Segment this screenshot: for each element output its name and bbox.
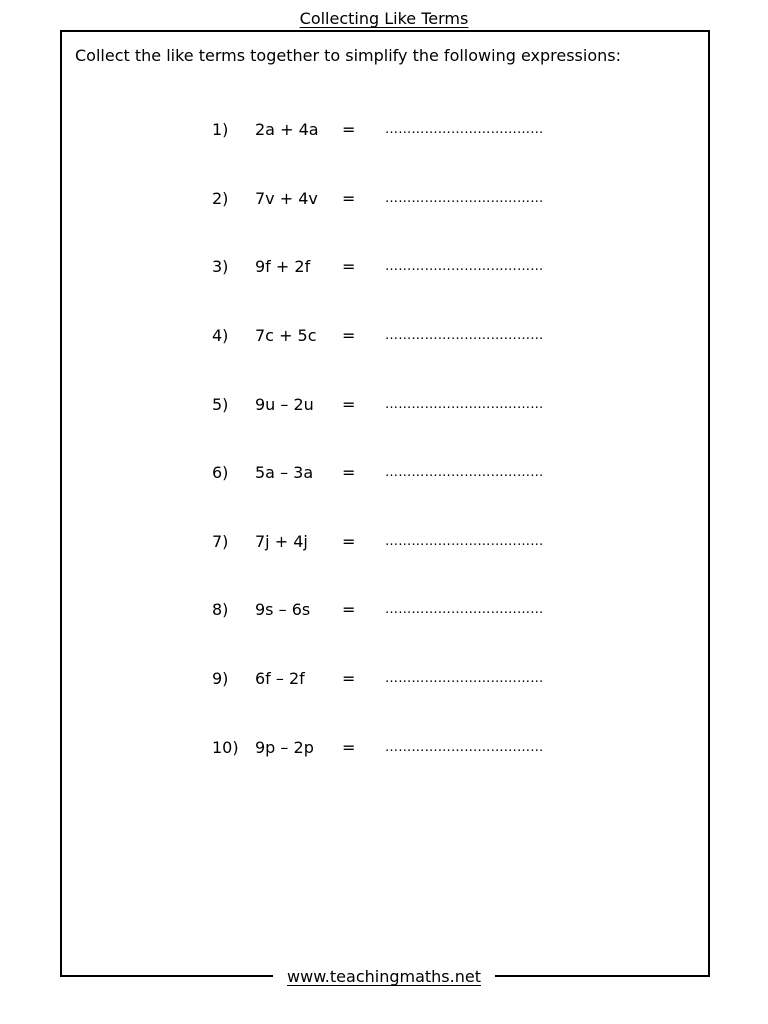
question-number: 4) <box>212 326 229 345</box>
question-row <box>0 394 768 416</box>
equals-sign: = <box>342 532 356 551</box>
question-number: 3) <box>212 257 229 276</box>
question-row <box>0 531 768 553</box>
equals-sign: = <box>342 669 356 688</box>
answer-line[interactable]: ……………………………… <box>385 122 544 137</box>
question-row <box>0 737 768 759</box>
question-expression: 9p – 2p <box>255 738 314 757</box>
answer-line[interactable]: ……………………………… <box>385 602 544 617</box>
question-expression: 6f – 2f <box>255 669 305 688</box>
answer-line[interactable]: ……………………………… <box>385 740 544 755</box>
question-expression: 9s – 6s <box>255 600 311 619</box>
question-row <box>0 325 768 347</box>
question-row <box>0 668 768 690</box>
equals-sign: = <box>342 395 356 414</box>
equals-sign: = <box>342 600 356 619</box>
question-row <box>0 462 768 484</box>
question-number: 7) <box>212 532 229 551</box>
question-row <box>0 119 768 141</box>
question-number: 5) <box>212 395 229 414</box>
question-row <box>0 256 768 278</box>
question-number: 8) <box>212 600 229 619</box>
question-number: 10) <box>212 738 239 757</box>
title-container <box>0 8 768 30</box>
answer-line[interactable]: ……………………………… <box>385 465 544 480</box>
question-number: 9) <box>212 669 229 688</box>
answer-line[interactable]: ……………………………… <box>385 671 544 686</box>
instructions-text: Collect the like terms together to simplify the following expressions: <box>75 46 621 65</box>
equals-sign: = <box>342 738 356 757</box>
worksheet-border <box>60 30 710 977</box>
answer-line[interactable]: ……………………………… <box>385 397 544 412</box>
answer-line[interactable]: ……………………………… <box>385 534 544 549</box>
question-expression: 7v + 4v <box>255 189 318 208</box>
equals-sign: = <box>342 189 356 208</box>
question-number: 1) <box>212 120 229 139</box>
question-number: 6) <box>212 463 229 482</box>
answer-line[interactable]: ……………………………… <box>385 259 544 274</box>
question-row <box>0 188 768 210</box>
question-expression: 5a – 3a <box>255 463 314 482</box>
question-expression: 2a + 4a <box>255 120 319 139</box>
question-expression: 9f + 2f <box>255 257 311 276</box>
footer-container <box>0 966 768 988</box>
answer-line[interactable]: ……………………………… <box>385 328 544 343</box>
question-expression: 7c + 5c <box>255 326 317 345</box>
question-number: 2) <box>212 189 229 208</box>
question-row <box>0 599 768 621</box>
website-link[interactable]: www.teachingmaths.net <box>273 966 495 988</box>
question-expression: 9u – 2u <box>255 395 314 414</box>
equals-sign: = <box>342 120 356 139</box>
equals-sign: = <box>342 257 356 276</box>
equals-sign: = <box>342 463 356 482</box>
worksheet-title: Collecting Like Terms <box>292 8 477 30</box>
equals-sign: = <box>342 326 356 345</box>
question-expression: 7j + 4j <box>255 532 308 551</box>
answer-line[interactable]: ……………………………… <box>385 191 544 206</box>
